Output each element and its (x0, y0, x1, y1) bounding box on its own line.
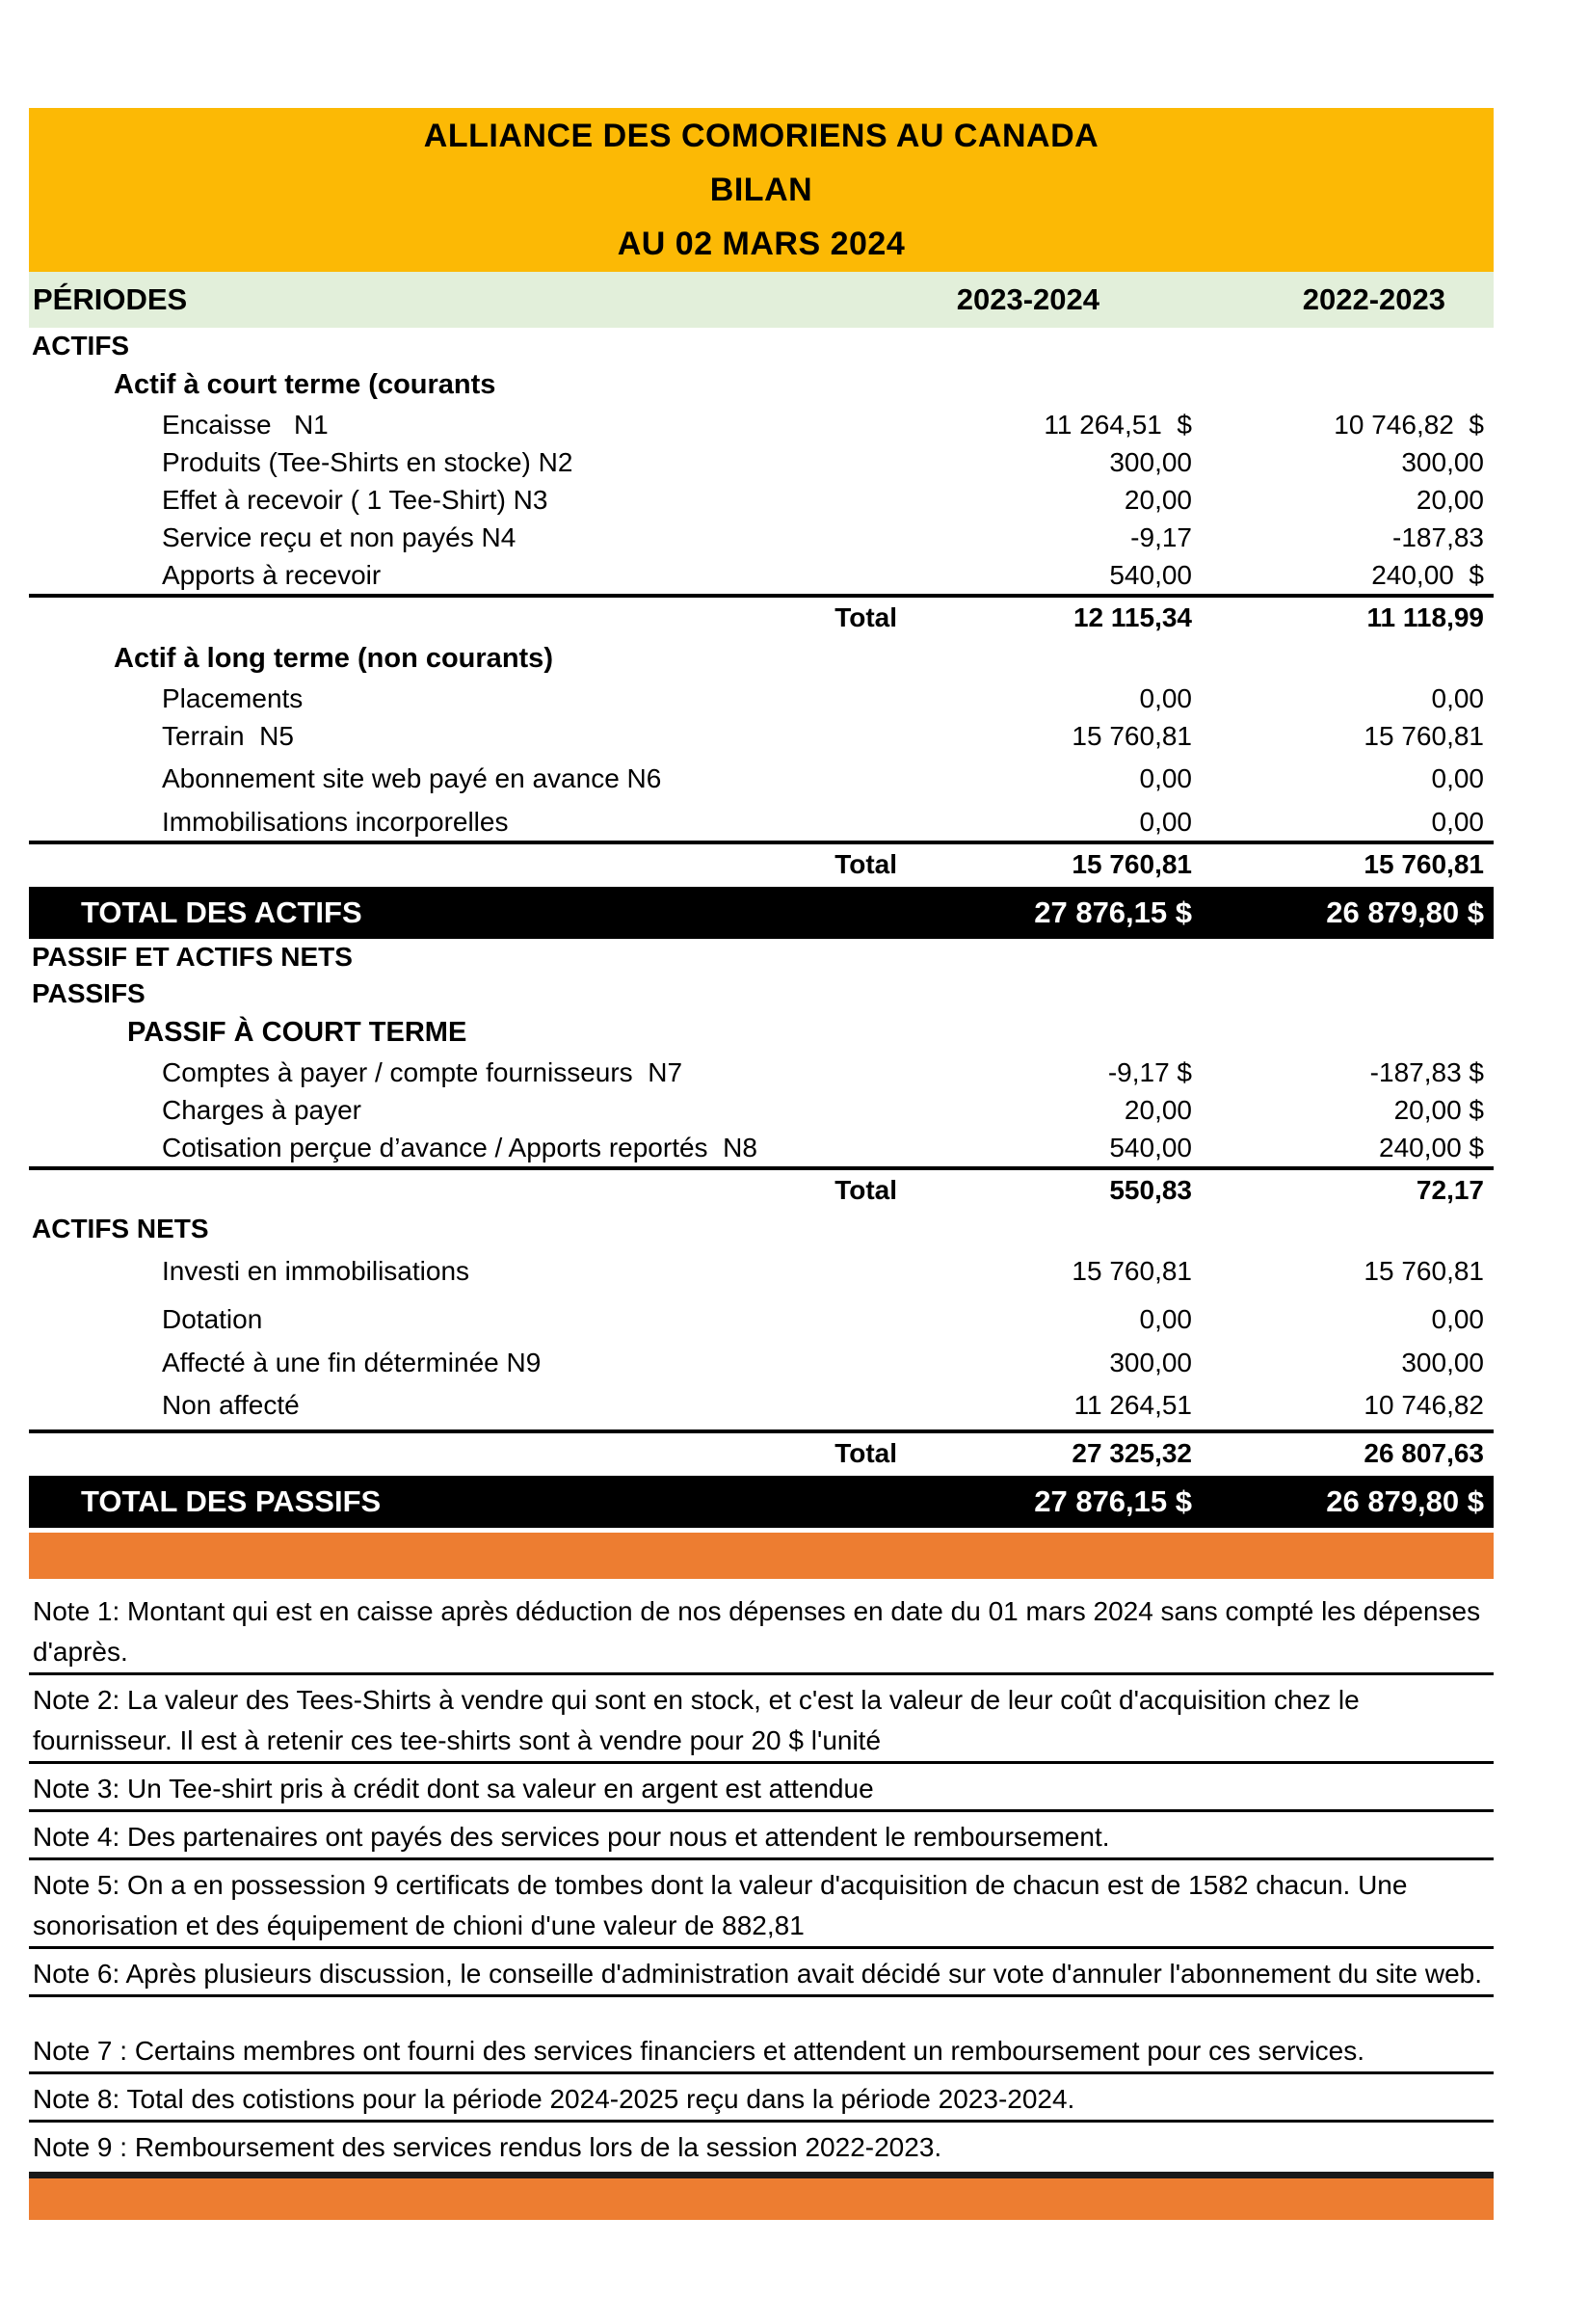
footer-orange-bar (29, 2172, 1494, 2220)
row-label: Comptes à payer / compte fournisseurs N7 (162, 1056, 683, 1087)
table-row-section (29, 975, 1494, 1012)
amount-2023-2024: 12 115,34 (1073, 602, 1192, 632)
amount-2022-2023: 300,00 (1401, 446, 1484, 477)
amount-2022-2023: 26 879,80 $ (1326, 895, 1484, 929)
note-item: Note 6: Après plusieurs discussion, le conseille d'administration avait décidé sur vote d'annuler l'abonnement du site web. (29, 1949, 1494, 1997)
table-row-subsection (29, 364, 1494, 406)
table-row-subsection (29, 638, 1494, 680)
amount-2022-2023: -187,83 $ (1369, 1056, 1484, 1087)
document-body (29, 108, 1494, 2220)
table-row-item (29, 519, 1494, 556)
amount-2023-2024: 20,00 (1124, 484, 1192, 515)
table-row-item (29, 717, 1494, 755)
table-row-item (29, 803, 1494, 841)
amount-2022-2023: 72,17 (1416, 1175, 1484, 1205)
row-label: Total (834, 1175, 897, 1205)
row-label: Immobilisations incorporelles (162, 806, 509, 837)
amount-2023-2024: 300,00 (1109, 446, 1192, 477)
table-row-total (29, 841, 1494, 885)
amount-2023-2024: 0,00 (1139, 1304, 1192, 1334)
note-item: Note 5: On a en possession 9 certificats de tombes dont la valeur d'acquisition de chacun est de 1582 chacun. Une sonorisation et des équipement de chioni d'une valeur de 882,81 (29, 1860, 1494, 1949)
amount-2022-2023: 26 807,63 (1364, 1438, 1484, 1468)
note-item: Note 4: Des partenaires ont payés des services pour nous et attendent le remboursement. (29, 1812, 1494, 1860)
amount-2022-2023: 0,00 (1431, 1304, 1484, 1334)
amount-2023-2024: 0,00 (1139, 806, 1192, 837)
table-row-section (29, 939, 1494, 975)
table-row-item (29, 1381, 1494, 1429)
row-label: Encaisse N1 (162, 409, 329, 440)
amount-2022-2023: 15 760,81 (1364, 849, 1484, 879)
amount-2023-2024: -9,17 (1130, 521, 1192, 552)
row-label: ACTIFS (32, 331, 130, 361)
table-row-grand_total (29, 887, 1494, 939)
row-label: Abonnement site web payé en avance N6 (162, 763, 662, 793)
table-row-item (29, 1054, 1494, 1091)
row-label: Terrain N5 (162, 720, 294, 751)
amount-2023-2024: 540,00 (1109, 1132, 1192, 1162)
table-row-item (29, 443, 1494, 481)
notes-section (29, 1587, 1494, 2220)
document-header (29, 108, 1494, 272)
table-row-subsection_caps (29, 1012, 1494, 1054)
amount-2023-2024: 20,00 (1124, 1094, 1192, 1125)
note-item: Note 1: Montant qui est en caisse après déduction de nos dépenses en date du 01 mars 2024 sans compté les dépenses d'après. (29, 1587, 1494, 1675)
balance-table (29, 328, 1494, 1579)
amount-2022-2023: 15 760,81 (1364, 1256, 1484, 1286)
row-label: Actif à court terme (courants (114, 369, 496, 400)
amount-2022-2023: 0,00 (1431, 763, 1484, 793)
table-row-item (29, 1091, 1494, 1129)
amount-2023-2024: 0,00 (1139, 763, 1192, 793)
amount-2022-2023: 0,00 (1431, 806, 1484, 837)
note-item: Note 3: Un Tee-shirt pris à crédit dont sa valeur en argent est attendue (29, 1764, 1494, 1812)
row-label: Dotation (162, 1304, 263, 1334)
table-row-grand_total (29, 1476, 1494, 1528)
table-row-item (29, 1129, 1494, 1166)
org-name: ALLIANCE DES COMORIENS AU CANADA (423, 117, 1099, 154)
amount-2022-2023: 10 746,82 (1364, 1390, 1484, 1420)
amount-2022-2023: 20,00 $ (1393, 1094, 1484, 1125)
row-label: TOTAL DES PASSIFS (81, 1484, 382, 1518)
amount-2022-2023: 11 118,99 (1366, 602, 1484, 632)
row-label: Affecté à une fin déterminée N9 (162, 1347, 542, 1377)
amount-2023-2024: 15 760,81 (1072, 849, 1192, 879)
table-row-item (29, 481, 1494, 519)
table-row-item (29, 1344, 1494, 1381)
doc-title: BILAN (709, 171, 813, 208)
table-row-item (29, 406, 1494, 443)
row-label: ACTIFS NETS (32, 1214, 209, 1243)
row-label: Total (834, 849, 897, 879)
amount-2023-2024: 0,00 (1139, 682, 1192, 713)
doc-date: AU 02 MARS 2024 (617, 225, 906, 262)
amount-2022-2023: 240,00 $ (1379, 1132, 1484, 1162)
amount-2022-2023: 26 879,80 $ (1326, 1484, 1484, 1518)
row-label: Non affecté (162, 1390, 300, 1420)
row-label: Produits (Tee-Shirts en stocke) N2 (162, 446, 573, 477)
row-label: Total (834, 602, 897, 632)
row-label: Apports à recevoir (162, 559, 382, 590)
note-item: Note 7 : Certains membres ont fourni des services financiers et attendent un remboursement pour ces services. (29, 2026, 1494, 2074)
amount-2023-2024: 27 876,15 $ (1034, 895, 1192, 929)
row-label: Total (834, 1438, 897, 1468)
row-label: Effet à recevoir ( 1 Tee-Shirt) N3 (162, 484, 548, 515)
amount-2023-2024: 540,00 (1109, 559, 1192, 590)
row-label: Cotisation perçue d’avance / Apports reportés N8 (162, 1132, 757, 1162)
amount-2022-2023: 240,00 $ (1371, 559, 1484, 590)
amount-2022-2023: 20,00 (1416, 484, 1484, 515)
table-row-section (29, 1211, 1494, 1247)
amount-2023-2024: 15 760,81 (1072, 720, 1192, 751)
row-label: Charges à payer (162, 1094, 362, 1125)
table-row-section (29, 328, 1494, 364)
table-row-item (29, 755, 1494, 803)
row-label: PASSIF ET ACTIFS NETS (32, 942, 353, 972)
row-label: TOTAL DES ACTIFS (81, 895, 362, 929)
row-label: Actif à long terme (non courants) (114, 643, 553, 674)
amount-2023-2024: -9,17 $ (1107, 1056, 1192, 1087)
amount-2023-2024: 300,00 (1109, 1347, 1192, 1377)
row-label: PASSIFS (32, 978, 146, 1008)
note-item: Note 2: La valeur des Tees-Shirts à vendre qui sont en stock, et c'est la valeur de leur coût d'acquisition chez le fournisseur. Il est à retenir ces tee-shirts sont à vendre pour 20 $ l'unité (29, 1675, 1494, 1764)
periods-label: PÉRIODES (33, 282, 188, 316)
table-row-total (29, 1429, 1494, 1474)
amount-2022-2023: 10 746,82 $ (1334, 409, 1484, 440)
period-column-2023-2024: 2023-2024 (956, 282, 1099, 316)
table-row-item (29, 556, 1494, 594)
table-row-item (29, 1296, 1494, 1344)
note-item: Note 8: Total des cotistions pour la période 2024-2025 reçu dans la période 2023-2024. (29, 2074, 1494, 2123)
table-row-total (29, 1166, 1494, 1211)
amount-2023-2024: 27 325,32 (1072, 1438, 1192, 1468)
amount-2023-2024: 27 876,15 $ (1034, 1484, 1192, 1518)
table-row-item (29, 1247, 1494, 1296)
row-label: Service reçu et non payés N4 (162, 521, 516, 552)
amount-2022-2023: 300,00 (1401, 1347, 1484, 1377)
amount-2022-2023: -187,83 (1392, 521, 1484, 552)
orange-separator-bar (29, 1533, 1494, 1579)
amount-2023-2024: 11 264,51 $ (1044, 409, 1192, 440)
periods-header-row (29, 272, 1494, 328)
amount-2023-2024: 550,83 (1109, 1175, 1192, 1205)
table-row-total (29, 594, 1494, 638)
row-label: PASSIF À COURT TERME (127, 1017, 467, 1048)
period-column-2022-2023: 2022-2023 (1302, 282, 1445, 316)
amount-2023-2024: 15 760,81 (1072, 1256, 1192, 1286)
amount-2022-2023: 0,00 (1431, 682, 1484, 713)
row-label: Placements (162, 682, 304, 713)
table-row-item (29, 680, 1494, 717)
amount-2022-2023: 15 760,81 (1364, 720, 1484, 751)
amount-2023-2024: 11 264,51 (1073, 1390, 1192, 1420)
note-item: Note 9 : Remboursement des services rendus lors de la session 2022-2023. (33, 2132, 942, 2162)
row-label: Investi en immobilisations (162, 1256, 470, 1286)
